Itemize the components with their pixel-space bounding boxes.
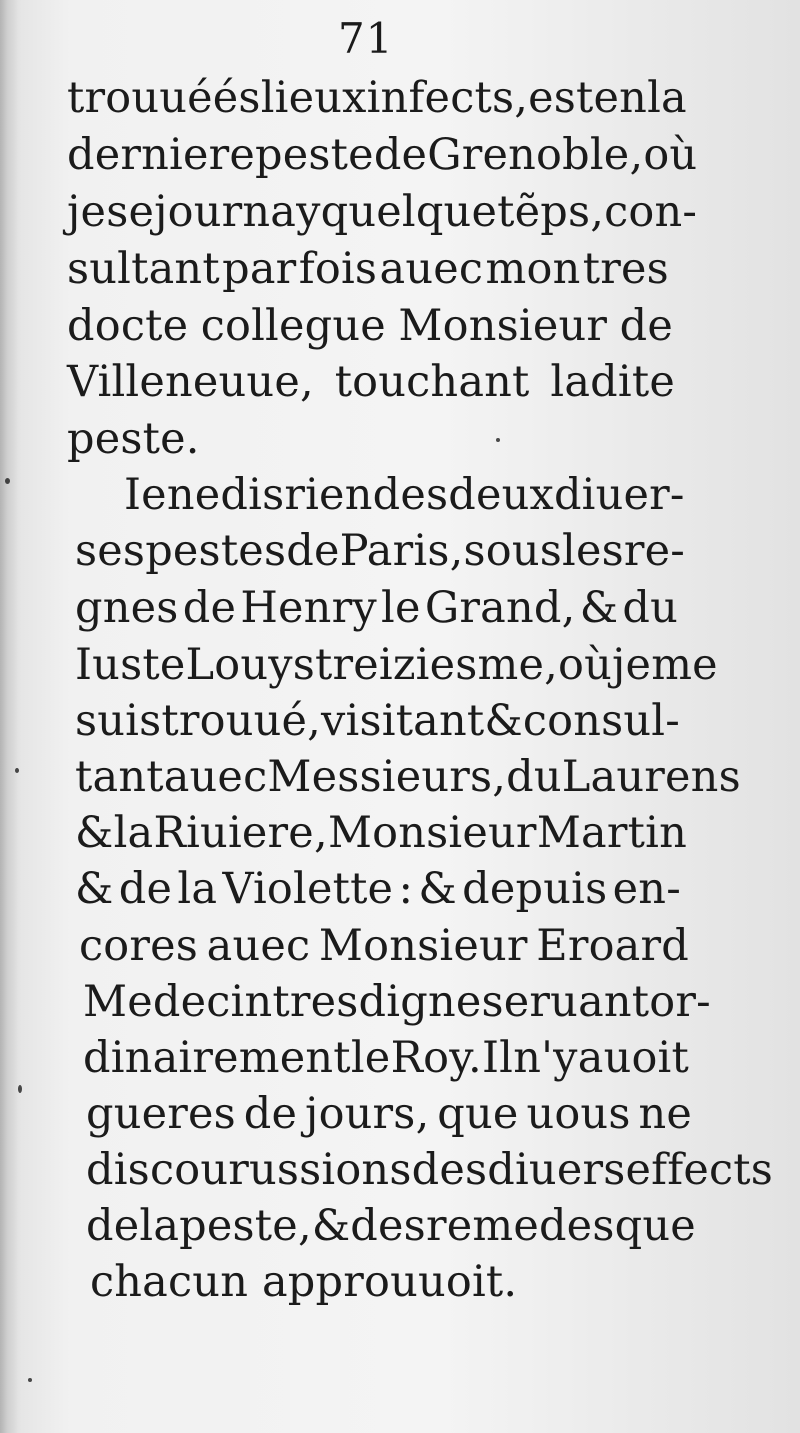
word: est [528,73,594,123]
word: fois [298,244,378,294]
word: Riuiere, [153,808,328,858]
word: par [222,244,297,294]
word: treiziesme, [314,640,559,690]
word: tres [272,977,359,1027]
word: és [212,73,261,123]
word: peste, [179,1201,312,1251]
text-line-17 [83,977,711,1027]
word: lieux [260,73,367,123]
word: de [243,1089,298,1139]
word: Monsieur [327,808,537,858]
text-line-9 [75,526,686,576]
word: discourussions [86,1145,412,1195]
word: ne [638,1089,692,1139]
text-line-16 [79,921,689,971]
word: & [75,808,114,858]
word: peste [255,130,374,180]
word: mon [485,244,581,294]
word: trouué [67,73,213,123]
text-line-8 [124,470,685,520]
word: Monsieur [398,301,608,351]
word: sous [463,526,563,576]
word: dis [220,470,285,520]
word: ne [166,470,221,520]
word: seruant [481,977,650,1027]
word: les [562,526,624,576]
page-number: 71 [338,14,394,63]
word: infects, [366,73,529,123]
word: touchant [334,357,530,407]
ink-speck [15,768,19,773]
word: où [643,130,698,180]
word: sultant [67,244,220,294]
text-line-2 [67,130,698,180]
word: diuer- [553,470,685,520]
word: du [506,752,562,802]
word: Laurens [561,752,741,802]
word: la [113,808,154,858]
word: Louys [185,640,315,690]
word: ladite [550,357,675,407]
text-line-11 [75,640,718,690]
word: & [418,864,457,914]
word: auec [163,752,268,802]
word: trouué, [161,696,322,746]
word: pestes [145,526,287,576]
ink-speck [496,438,500,442]
word: dinairement [83,1033,351,1083]
word: Grenoble, [427,130,644,180]
word: de [182,583,237,633]
word: je [67,187,107,237]
word: Grand, [424,583,576,633]
word: rien [284,470,373,520]
text-line-18 [83,1033,689,1083]
text-line-13 [75,752,741,802]
text-line-15 [75,864,681,914]
word: con- [604,187,698,237]
word: derniere [67,130,256,180]
word: le [350,1033,391,1083]
word: docte [67,301,189,351]
word: sejournay [106,187,321,237]
word: suis [75,696,162,746]
word: Iuste [75,640,186,690]
word: consul- [522,696,680,746]
word: collegue [200,301,386,351]
word: auoit [577,1033,689,1083]
text-line-21 [86,1201,696,1251]
word: tẽps, [497,187,605,237]
word: je [612,640,652,690]
word: Violette [222,864,394,914]
word: jours, [305,1089,430,1139]
word: deux [448,470,554,520]
word: n'y [513,1033,578,1083]
word: or- [649,977,711,1027]
word: re- [623,526,686,576]
word: de [373,130,428,180]
text-line-5 [67,301,673,351]
word: la [139,1201,180,1251]
text-line-12 [75,696,680,746]
word: depuis [462,864,608,914]
word: visitant [321,696,485,746]
word: Martin [536,808,687,858]
word: des [350,1201,426,1251]
word: Paris, [339,526,464,576]
word: Messieurs, [267,752,507,802]
text-line-20 [86,1145,774,1195]
ink-speck [28,1378,32,1382]
text-line-14 [75,808,687,858]
word: Henry [240,583,377,633]
word: où [558,640,613,690]
word: digne [358,977,482,1027]
word: tres [582,244,669,294]
word: Monsieur [318,921,528,971]
word: le [381,583,421,633]
ink-speck [5,478,10,484]
word: ses [75,526,146,576]
word: cores [79,921,199,971]
word: Villeneuue, [67,357,314,407]
word: gnes [75,583,179,633]
text-line-4 [67,244,669,294]
word: quelque [320,187,498,237]
word: gueres [86,1089,236,1139]
word: de [118,864,173,914]
word: & [311,1201,351,1251]
word: effects [625,1145,774,1195]
word: de [86,1201,140,1251]
word: diuers [487,1145,626,1195]
word: que [437,1089,519,1139]
word: : [398,864,414,914]
word: me [651,640,718,690]
word: que [614,1201,696,1251]
word: Eroard [536,921,689,971]
text-line-22: chacun approuuoit. [90,1257,518,1307]
ink-speck [18,1085,22,1093]
word: du [622,583,678,633]
word: Il [481,1033,514,1083]
text-line-19 [86,1089,692,1139]
word: des [372,470,449,520]
word: en- [612,864,681,914]
word: la [177,864,218,914]
text-line-6 [67,357,675,407]
word: & [75,864,114,914]
word: & [579,583,619,633]
word: en [593,73,648,123]
word: uous [526,1089,631,1139]
text-line-1 [67,73,687,123]
word: remedes [425,1201,615,1251]
word: & [484,696,523,746]
word: des [411,1145,488,1195]
word: auec [379,244,484,294]
word: Medecin [83,977,273,1027]
word: auec [206,921,311,971]
word: Roy. [390,1033,482,1083]
word: Ie [124,470,167,520]
word: la [647,73,687,123]
text-line-10 [75,583,678,633]
text-line-7: peste. [67,414,200,464]
word: de [619,301,673,351]
word: de [286,526,340,576]
word: tant [75,752,164,802]
text-line-3 [67,187,698,237]
